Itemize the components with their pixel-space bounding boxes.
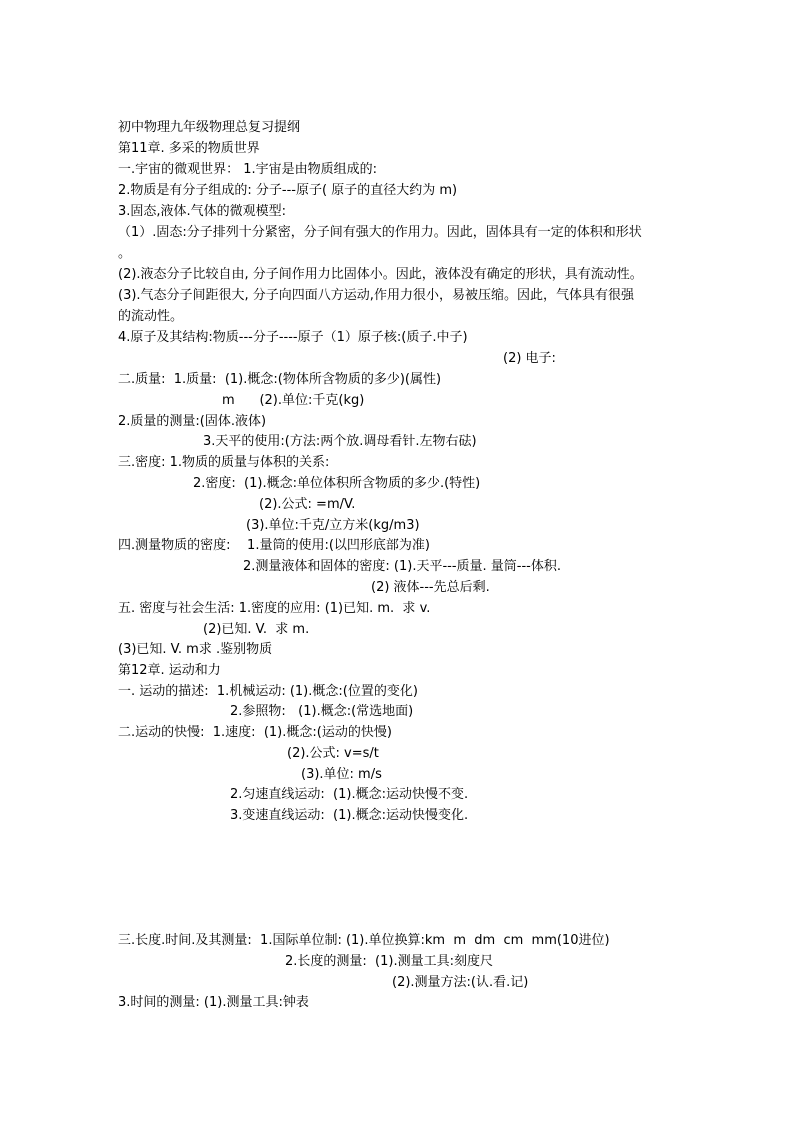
text-line: 2.质量的测量:(固体.液体) xyxy=(118,414,267,429)
text-line: 五. 密度与社会生活: 1.密度的应用: (1)已知. m. 求 v. xyxy=(118,601,431,616)
text-line: (2) 电子: xyxy=(503,351,556,366)
text-line: (2).液态分子比较自由, 分子间作用力比固体小。因此，液体没有确定的形状，具有流动性。 xyxy=(118,267,643,282)
text-line: (2)已知. V. 求 m. xyxy=(203,622,310,637)
text-line: (2) 液体---先总后剩. xyxy=(371,580,490,595)
text-line: (3).单位:千克/立方米(kg/m3) xyxy=(246,518,420,533)
text-line: 2.匀速直线运动: (1).概念:运动快慢不变. xyxy=(230,787,469,802)
text-line: 2.长度的测量: (1).测量工具:刻度尺 xyxy=(285,954,493,969)
text-line: （1）.固态:分子排列十分紧密，分子间有强大的作用力。因此，固体具有一定的体积和形状 xyxy=(118,225,642,240)
text-line: 四.测量物质的密度: 1.量筒的使用:(以凹形底部为准) xyxy=(118,538,430,553)
text-line: 2.参照物: (1).概念:(常选地面) xyxy=(230,704,414,719)
text-line: 的流动性。 xyxy=(118,309,184,324)
chapter-12-heading: 第12章. 运动和力 xyxy=(118,663,221,678)
text-line: (2).公式: =m/V. xyxy=(259,497,356,512)
text-line: 二.运动的快慢: 1.速度: (1).概念:(运动的快慢) xyxy=(118,725,392,740)
text-line: 二.质量: 1.质量: (1).概念:(物体所含物质的多少)(属性) xyxy=(118,372,442,387)
text-line: 2.测量液体和固体的密度: (1).天平---质量. 量筒---体积. xyxy=(243,559,562,574)
text-line: (2).测量方法:(认.看.记) xyxy=(392,975,529,990)
text-line: (3).单位: m/s xyxy=(301,767,382,782)
text-line: 3.固态,液体.气体的微观模型: xyxy=(118,204,287,219)
chapter-11-heading: 第11章. 多采的物质世界 xyxy=(118,141,260,156)
text-line: 2.密度: (1).概念:单位体积所含物质的多少.(特性) xyxy=(193,476,481,491)
text-line: 3.时间的测量: (1).测量工具:钟表 xyxy=(118,995,309,1010)
text-line: 4.原子及其结构:物质---分子----原子（1）原子核:(质子.中子) xyxy=(118,330,468,345)
text-line: 。 xyxy=(118,246,132,261)
text-line: 2.物质是有分子组成的: 分子---原子( 原子的直径大约为 m) xyxy=(118,183,458,198)
text-line: (2).公式: v=s/t xyxy=(287,746,379,761)
text-line: 一. 运动的描述: 1.机械运动: (1).概念:(位置的变化) xyxy=(118,684,418,699)
text-line: 3.变速直线运动: (1).概念:运动快慢变化. xyxy=(230,808,469,823)
text-line: m (2).单位:千克(kg) xyxy=(222,393,365,408)
doc-title: 初中物理九年级物理总复习提纲 xyxy=(118,120,301,135)
text-line: (3)已知. V. m求 .鉴别物质 xyxy=(118,642,273,657)
text-line: 一.宇宙的微观世界： 1.宇宙是由物质组成的: xyxy=(118,162,378,177)
text-line: 三.密度: 1.物质的质量与体积的关系: xyxy=(118,455,330,470)
text-line: 3.天平的使用:(方法:两个放.调母看针.左物右砝) xyxy=(203,434,477,449)
text-line: 三.长度.时间.及其测量: 1.国际单位制: (1).单位换算:km m dm cm mm(10进位) xyxy=(118,933,610,948)
text-line: (3).气态分子间距很大, 分子向四面八方运动,作用力很小，易被压缩。因此，气体具有很强 xyxy=(118,288,634,303)
